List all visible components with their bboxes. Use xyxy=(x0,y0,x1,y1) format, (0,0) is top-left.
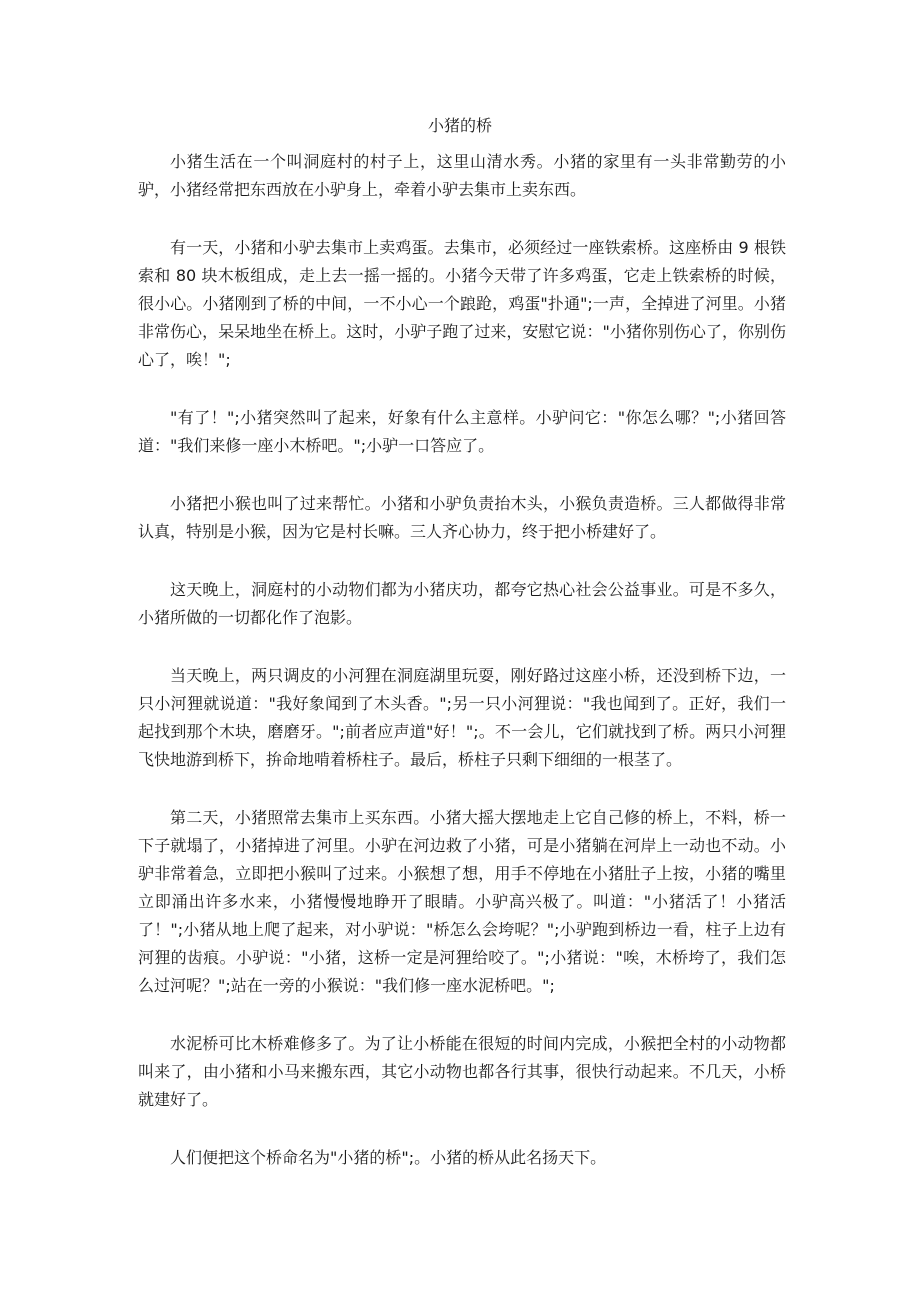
paragraph: 小猪生活在一个叫洞庭村的村子上，这里山清水秀。小猪的家里有一头非常勤劳的小驴，小猪经常把东西放在小驴身上，牵着小驴去集市上卖东西。 xyxy=(138,152,786,199)
document-title: 小猪的桥 xyxy=(427,116,492,135)
paragraph: 水泥桥可比木桥难修多了。为了让小桥能在很短的时间内完成，小猴把全村的小动物都叫来了，由小猪和小马来搬东西，其它小动物也都各行其事，很快行动起来。不几天，小桥就建好了。 xyxy=(138,1034,786,1109)
paragraph: 人们便把这个桥命名为"小猪的桥";。小猪的桥从此名扬天下。 xyxy=(170,1148,607,1167)
paragraph: 这天晚上，洞庭村的小动物们都为小猪庆功，都夸它热心社会公益事业。可是不多久，小猪所做的一切都化作了泡影。 xyxy=(138,580,786,627)
paragraph: 小猪把小猴也叫了过来帮忙。小猪和小驴负责抬木头，小猴负责造桥。三人都做得非常认真，特别是小猴，因为它是村长嘛。三人齐心协力，终于把小桥建好了。 xyxy=(138,494,786,541)
paragraph: 第二天，小猪照常去集市上买东西。小猪大摇大摆地走上它自己修的桥上，不料，桥一下子就塌了，小猪掉进了河里。小驴在河边救了小猪，可是小猪躺在河岸上一动也不动。小驴非常着急，立即把小猴叫了过来。小猴想了想，用手不停地在小猪肚子上按，小猪的嘴里立即涌出许多水来，小猪慢慢地睁开了眼睛。小驴高兴极了。叫道："小猪活了！小猪活了！";小猪从地上爬了起来，对小驴说："桥怎么会垮呢？";小驴跑到桥边一看，柱子上边有河狸的齿痕。小驴说："小猪，这桥一定是河狸给咬了。";小猪说："唉，木桥垮了，我们怎么过河呢？";站在一旁的小猴说："我们修一座水泥桥吧。"; xyxy=(138,808,786,995)
paragraph: 当天晚上，两只调皮的小河狸在洞庭湖里玩耍，刚好路过这座小桥，还没到桥下边，一只小河狸就说道："我好象闻到了木头香。";另一只小河狸说："我也闻到了。正好，我们一起找到那个木块，磨磨牙。";前者应声道"好！";。不一会儿，它们就找到了桥。两只小河狸飞快地游到桥下，拚命地啃着桥柱子。最后，桥柱子只剩下细细的一根茎了。 xyxy=(138,666,786,769)
paragraph: 有一天，小猪和小驴去集市上卖鸡蛋。去集市，必须经过一座铁索桥。这座桥由 9 根铁索和 80 块木板组成，走上去一摇一摇的。小猪今天带了许多鸡蛋，它走上铁索桥的时候，很小心。小猪刚到了桥的中间，一不小心一个踉跄，鸡蛋"扑通";一声，全掉进了河里。小猪非常伤心，呆呆地坐在桥上。这时，小驴子跑了过来，安慰它说："小猪你别伤心了，你别伤心了，唉！"; xyxy=(138,238,786,369)
document-body xyxy=(138,148,786,1202)
paragraph: "有了！";小猪突然叫了起来，好象有什么主意样。小驴问它："你怎么哪？";小猪回答道："我们来修一座小木桥吧。";小驴一口答应了。 xyxy=(138,408,786,455)
